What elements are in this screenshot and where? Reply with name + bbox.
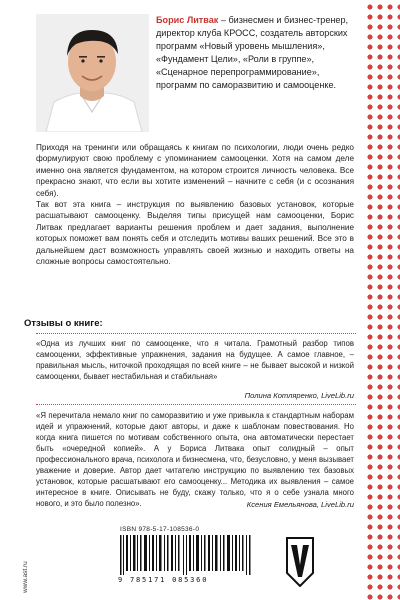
author-bio-text: – бизнесмен и бизнес-тренер, директор клуба КРОСС, создатель авторских программ «Новый уровень мышления», «Фундамент Цели», «Роли в группе», «Сценарное перепрограммирование», программ по саморазвитию и самооценке. [156, 15, 349, 90]
author-photo [36, 14, 149, 132]
review-author: Полина Котляренко, LiveLib.ru [244, 391, 354, 400]
publisher-site [22, 535, 32, 595]
isbn-number: ISBN 978-5-17-108536-0 [120, 526, 200, 533]
v-shield-logo-icon [286, 537, 314, 587]
review-text: «Я перечитала немало книг по саморазвитию и уже привыкла к стандартным наборам идей и упражнений, которые дают авторы, и даже к шаблонам повествования. Но когда книга пишется по мотивам собственного опыта, она автоматически перестает быть «очередной копией». А у Бориса Литвака опыт солидный – опыт профессионального врача, психолога и бизнесмена, что, безусловно, у меня вызывает уважение и доверие. Автор дает читателю инструкцию по выявлению тех базовых установок, которые расшатывают его самооценку... Методика их выявления – самое интересное в книге. Описывать не буду, скажу только, что я о себе узнала много нового, и это было полезно». [36, 411, 354, 508]
book-description [36, 142, 354, 267]
publisher-site-text: www.ast.ru [22, 561, 29, 593]
description-paragraph: Так вот эта книга – инструкция по выявлению базовых установок, которые расшатывают самооценку. Выделяя типы присущей нам самооценки, Борис Литвак предлагает варианты решения проблем и дает задания, выполнение которых поможет вам понять себя и отследить мотивы ваших решений. Все это в дальнейшем даст возможность управлять своей жизнью и находить ответы на сложные вопросы самостоятельно. [36, 200, 354, 267]
description-paragraph: Приходя на тренинги или обращаясь к книгам по психологии, люди очень редко формулируют свою проблему с упоминанием самооценки. Хотя на самом деле именно она является фундаментом, на котором строится личность человека. Все прекрасно знают, что если вы хотите изменений – начните с себя (и с осознания себя). [36, 143, 354, 198]
barcode-icon [118, 535, 256, 575]
author-portrait-image [36, 14, 149, 132]
author-bio [156, 14, 356, 92]
section-divider [36, 333, 356, 334]
review-author: Ксения Емельянова, LiveLib.ru [246, 500, 354, 509]
author-name: Борис Литвак [156, 15, 219, 25]
section-divider [36, 404, 356, 405]
barcode-digits: 9 785171 085360 [118, 576, 209, 584]
reviews-heading: Отзывы о книге: [24, 318, 103, 329]
decorative-dot-strip [363, 0, 400, 600]
review-text: «Одна из лучших книг по самооценке, что я читала. Грамотный разбор типов самооценки, эффективные упражнения, задания на будущее. А самое главное, – правильная мысль, ниточкой проходящая по всей книге – не бывает высокой и низкой самооценки, бывает нестабильная и стабильная» [36, 339, 354, 381]
